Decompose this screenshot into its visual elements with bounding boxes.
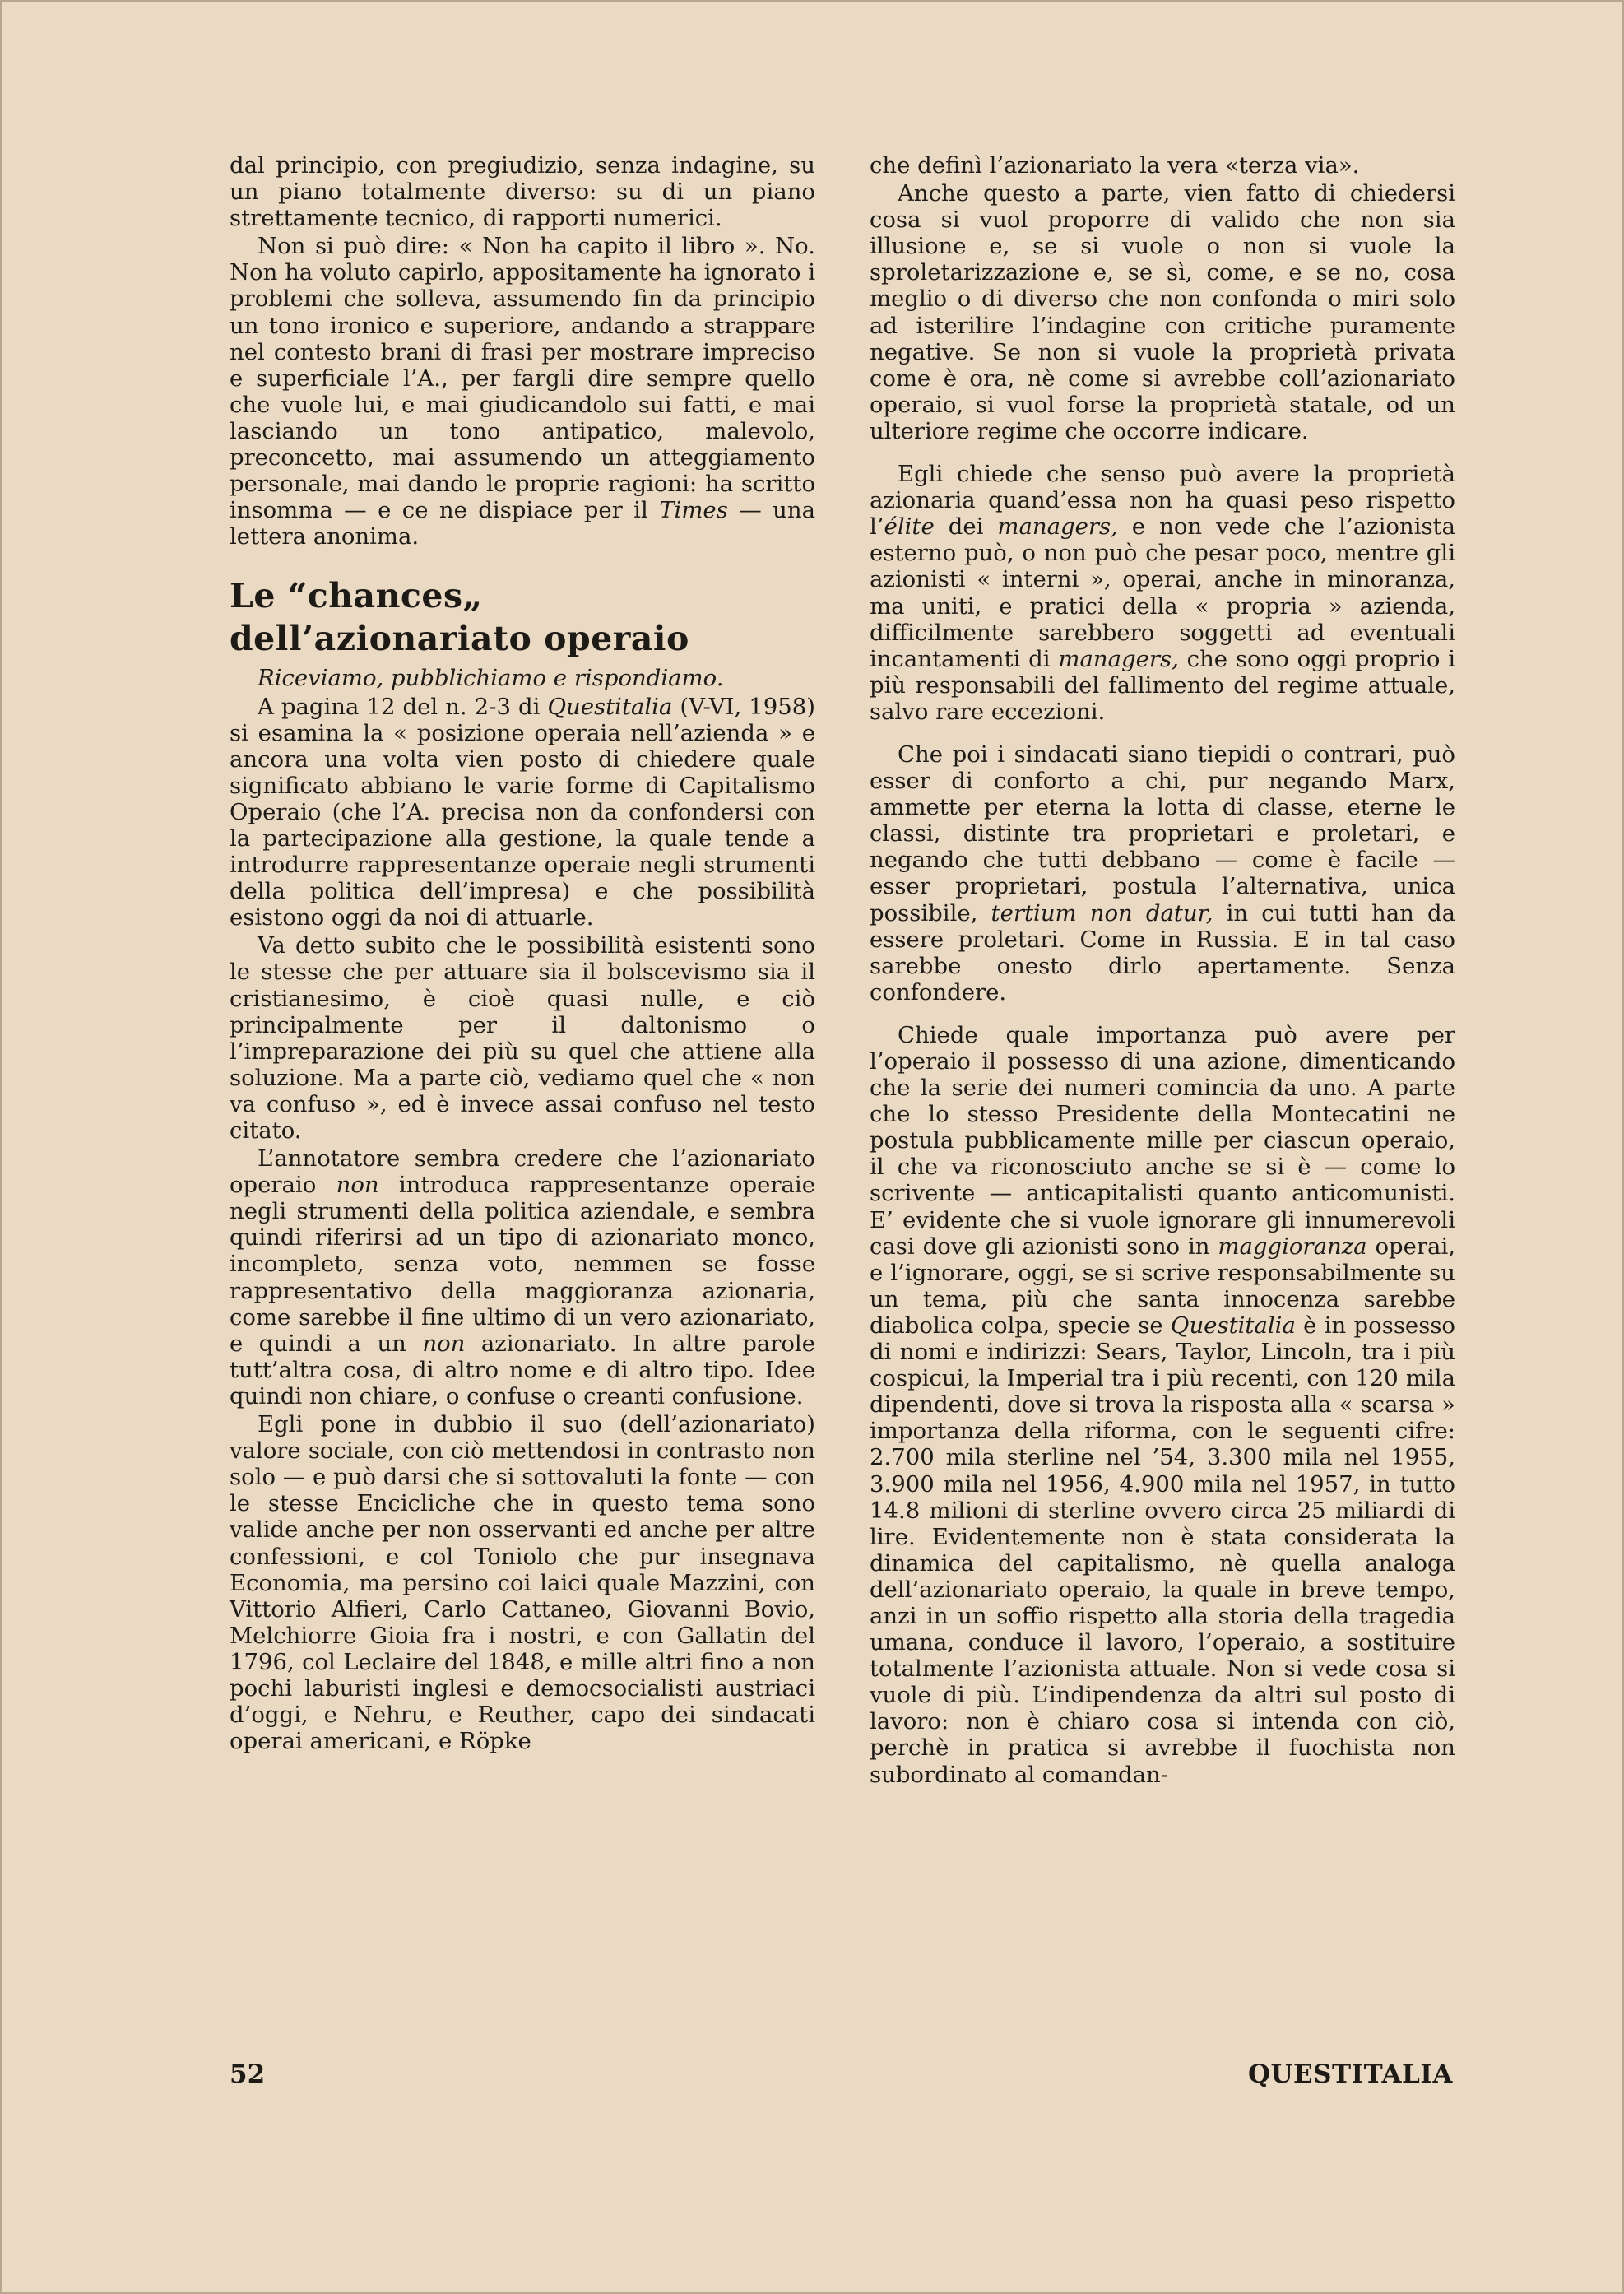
emphasis: non xyxy=(422,1330,466,1357)
left-column xyxy=(230,152,815,1754)
paragraph: Va detto subito che le possibilità esistenti sono le stesse che per attuare sia il bolscevismo sia il cristianesimo, è cioè quasi nulle, e ciò principalmente per il daltonismo o l’impreparazione dei più su quel che attiene alla soluzione. Ma a parte ciò, vediamo quel che « non va confuso », ed è invece assai confuso nel testo citato. xyxy=(230,932,815,1144)
emphasis: non xyxy=(336,1172,379,1199)
paragraph: Egli chiede che senso può avere la proprietà azionaria quand’essa non ha quasi peso rispetto l’élite dei managers, e non vede che l’azionista esterno può, o non può che pesar poco, mentre gli azionisti « interni », operai, anche in minoranza, ma uniti, e pratici della « propria » azienda, difficilmente sarebbero soggetti ad eventuali incantamenti di managers, che sono oggi proprio i più responsabili del fallimento del regime attuale, salvo rare eccezioni. xyxy=(870,461,1455,725)
emphasis: Questitalia xyxy=(1170,1312,1296,1339)
paragraph: Chiede quale importanza può avere per l’operaio il possesso di una azione, dimenticando che la serie dei numeri comincia da uno. A parte che lo stesso Presidente della Montecatini ne postula pubblicamente mille per ciascun operaio, il che va riconosciuto anche se si è — come lo scrivente — anticapitalisti quanto anticomunisti. E’ evidente che si vuole ignorare gli innumerevoli casi dove gli azionisti sono in maggioranza operai, e l’ignorare, oggi, se si scrive responsabilmente su un tema, più che santa innocenza sarebbe diabolica colpa, specie se Questitalia è in possesso di nomi e indirizzi: Sears, Taylor, Lincoln, tra i più cospicui, la Imperial tra i più recenti, con 120 mila dipendenti, dove si trova la risposta alla « scarsa » importanza della riforma, con le seguenti cifre: 2.700 mila sterline nel ’54, 3.300 mila nel 1955, 3.900 mila nel 1956, 4.900 mila nel 1957, in tutto 14.8 milioni di sterline ovvero circa 25 miliardi di lire. Evidentemente non è stata considerata la dinamica del capitalismo, nè quella analoga dell’azionariato operaio, la quale in breve tempo, anzi in un soffio rispetto alla storia della tragedia umana, conduce il lavoro, l’operaio, a sostituire totalmente l’azionista attuale. Non si vede cosa si vuole di più. L’indipendenza da altri sul posto di lavoro: non è chiaro cosa si intenda con ciò, perchè in pratica si avrebbe il fuochista non subordinato al comandan- xyxy=(870,1021,1455,1788)
emphasis: Questitalia xyxy=(547,693,673,720)
article-heading-line: Le “chances„ xyxy=(230,576,483,616)
emphasis: managers, xyxy=(997,513,1118,541)
paragraph: Non si può dire: « Non ha capito il libro ». No. Non ha voluto capirlo, appositamente ha ignorato i problemi che solleva, assumendo fin da principio un tono ironico e superiore, andando a strappare nel contesto brani di frasi per mostrare impreciso e superficiale l’A., per fargli dire sempre quello che vuole lui, e mai giudicandolo sui fatti, e mai lasciando un tono antipatico, malevolo, preconcetto, mai assumendo un atteggiamento personale, mai dando le proprie ragioni: ha scritto insomma — e ce ne dispiace per il Times — una lettera anonima. xyxy=(230,233,815,550)
emphasis: tertium non datur, xyxy=(991,899,1213,926)
article-kicker: Riceviamo, pubblichiamo e rispondiamo. xyxy=(258,665,724,692)
emphasis: Times xyxy=(659,497,728,524)
right-column xyxy=(870,152,1455,1788)
paragraph: L’annotatore sembra credere che l’azionariato operaio non introduca rappresentanze operaie negli strumenti della politica aziendale, e sembra quindi riferirsi ad un tipo di azionariato monco, incompleto, senza voto, nemmen se fosse rappresentativo della maggioranza azionaria, come sarebbe il fine ultimo di un vero azionariato, e quindi a un non azionariato. In altre parole tutt’altra cosa, di altro nome e di altro tipo. Idee quindi non chiare, o confuse o creanti confusione. xyxy=(230,1145,816,1409)
paragraph: Anche questo a parte, vien fatto di chiedersi cosa si vuol proporre di valido che non sia illusione e, se si vuole o non si vuole la sproletarizzazione e, se sì, come, e se no, cosa meglio o di diverso che non confonda o miri solo ad isterilire l’indagine con critiche puramente negative. Se non si vuole la proprietà privata come è ora, nè come si avrebbe coll’azionariato operaio, si vuol forse la proprietà statale, od un ulteriore regime che occorre indicare. xyxy=(870,180,1455,444)
emphasis: élite xyxy=(884,513,935,541)
paragraph: che definì l’azionariato la vera «terza via». xyxy=(870,152,1360,179)
magazine-name: QUESTITALIA xyxy=(1248,2059,1453,2089)
paragraph: Che poi i sindacati siano tiepidi o contrari, può esser di conforto a chi, pur negando Marx, ammette per eterna la lotta di classe, eterne le classi, distinte tra proprietari e proletari, e negando che tutti debbano — come è facile — esser proprietari, postula l’alternativa, unica possibile, tertium non datur, in cui tutti han da essere proletari. Come in Russia. E in tal caso sarebbe onesto dirlo apertamente. Senza confondere. xyxy=(870,741,1455,1005)
paragraph: dal principio, con pregiudizio, senza indagine, su un piano totalmente diverso: su di un piano strettamente tecnico, di rapporti numerici. xyxy=(230,152,815,232)
paragraph: Egli pone in dubbio il suo (dell’azionariato) valore sociale, con ciò mettendosi in contrasto non solo — e può darsi che si sottovaluti la fonte — con le stesse Encicliche che in questo tema sono valide anche per non osservanti ed anche per altre confessioni, e col Toniolo che pur insegnava Economia, ma persino coi laici quale Mazzini, con Vittorio Alfieri, Carlo Cattaneo, Giovanni Bovio, Melchiorre Gioia fra i nostri, e con Gallatin del 1796, col Leclaire del 1848, e mille altri fino a non pochi laburisti inglesi e democsocialisti austriaci d’oggi, e Nehru, e Reuther, capo dei sindacati operai americani, e Röpke xyxy=(230,1411,815,1755)
paragraph: A pagina 12 del n. 2-3 di Questitalia (V-VI, 1958) si esamina la « posizione operaia nell’azienda » e ancora una volta vien posto di chiedere quale significato abbiano le varie forme di Capitalismo Operaio (che l’A. precisa non da confondersi con la partecipazione alla gestione, la quale tende a introdurre rappresentanze operaie negli strumenti della politica dell’impresa) e che possibilità esistono oggi da noi di attuarle. xyxy=(230,693,815,931)
page-number: 52 xyxy=(230,2059,266,2089)
emphasis: maggioranza xyxy=(1218,1233,1367,1260)
emphasis: managers, xyxy=(1058,645,1179,672)
article-heading xyxy=(230,574,815,660)
article-heading-line: dell’azionariato operaio xyxy=(230,619,689,659)
